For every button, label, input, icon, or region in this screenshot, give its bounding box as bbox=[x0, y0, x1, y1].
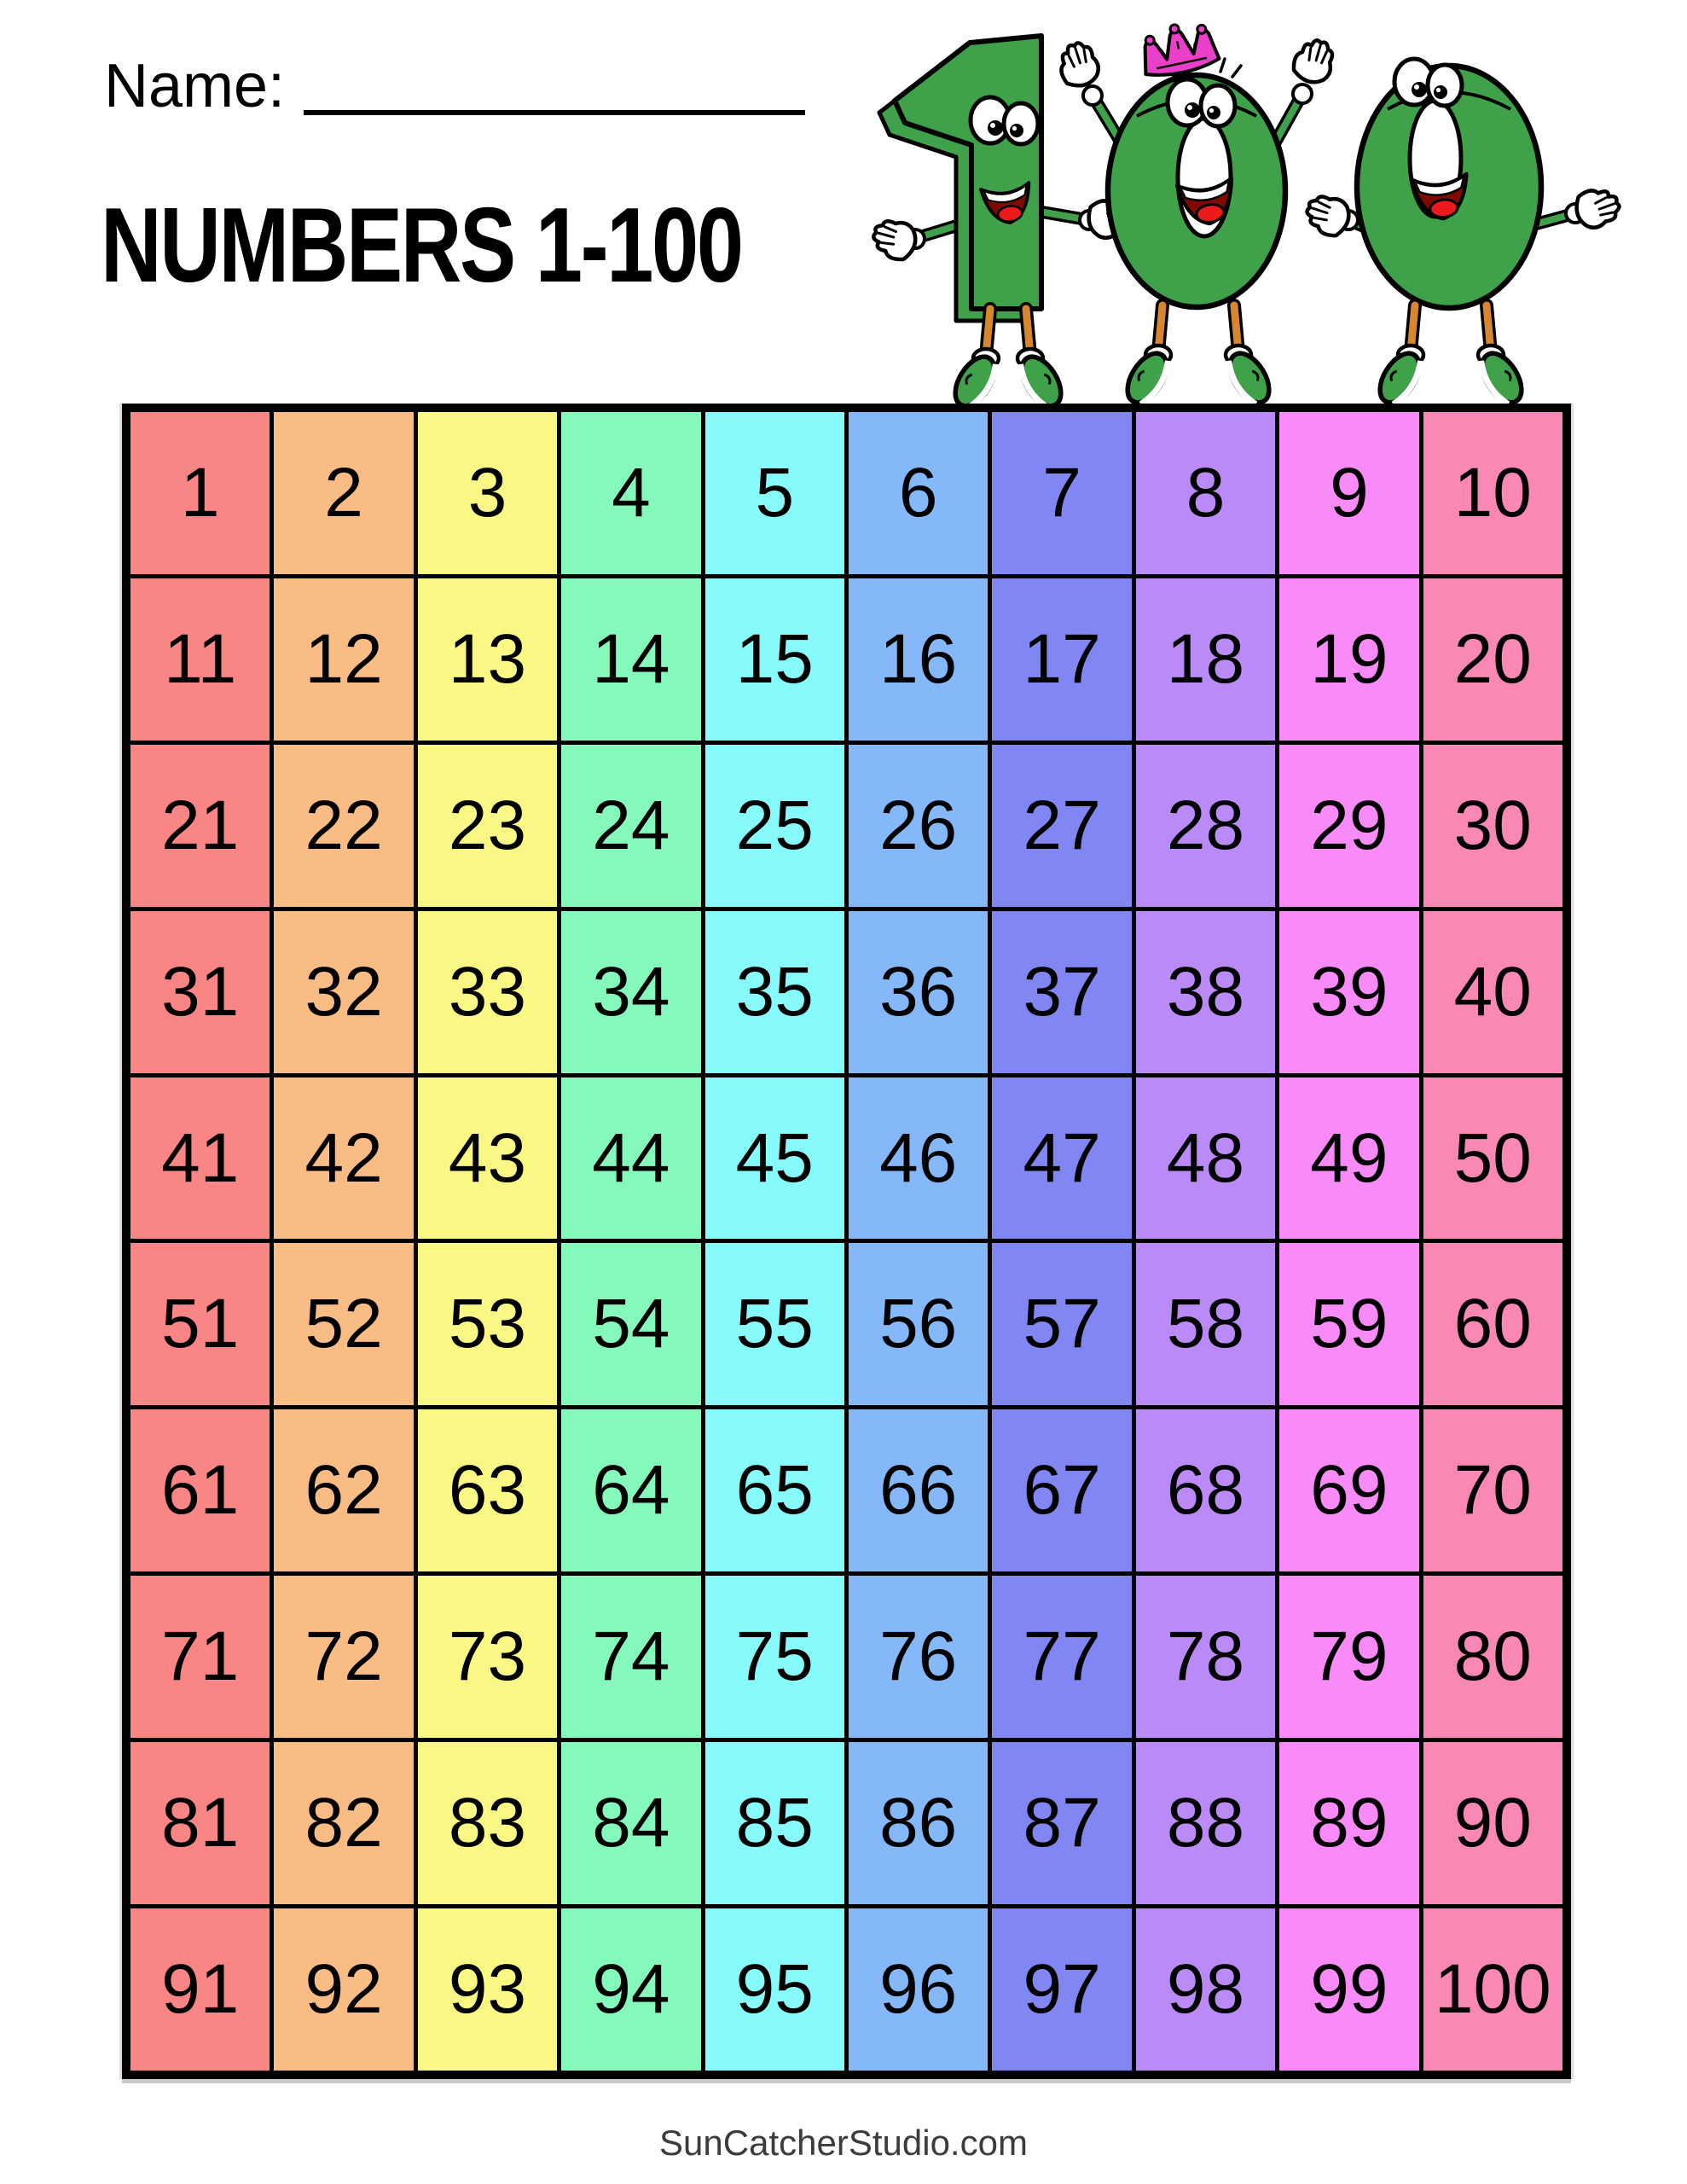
grid-cell-58: 58 bbox=[1136, 1243, 1275, 1405]
name-label: Name: bbox=[104, 52, 286, 120]
grid-cell-44: 44 bbox=[561, 1077, 700, 1240]
grid-cell-79: 79 bbox=[1279, 1576, 1418, 1738]
grid-cell-67: 67 bbox=[992, 1409, 1131, 1571]
grid-cell-68: 68 bbox=[1136, 1409, 1275, 1571]
grid-cell-75: 75 bbox=[705, 1576, 844, 1738]
grid-cell-91: 91 bbox=[130, 1908, 270, 2071]
grid-cell-100: 100 bbox=[1423, 1908, 1562, 2071]
grid-cell-13: 13 bbox=[418, 578, 557, 741]
grid-cell-65: 65 bbox=[705, 1409, 844, 1571]
grid-cell-76: 76 bbox=[849, 1576, 988, 1738]
grid-cell-94: 94 bbox=[561, 1908, 700, 2071]
grid-cell-35: 35 bbox=[705, 911, 844, 1073]
grid-cell-47: 47 bbox=[992, 1077, 1131, 1240]
name-blank-line bbox=[304, 102, 805, 115]
grid-cell-19: 19 bbox=[1279, 578, 1418, 741]
grid-cell-64: 64 bbox=[561, 1409, 700, 1571]
grid-cell-90: 90 bbox=[1423, 1742, 1562, 1904]
grid-cell-59: 59 bbox=[1279, 1243, 1418, 1405]
grid-cell-6: 6 bbox=[849, 412, 988, 574]
grid-cell-21: 21 bbox=[130, 745, 270, 907]
footer-credit: SunCatcherStudio.com bbox=[659, 2123, 1028, 2163]
grid-cell-86: 86 bbox=[849, 1742, 988, 1904]
grid-cell-52: 52 bbox=[274, 1243, 413, 1405]
grid-cell-48: 48 bbox=[1136, 1077, 1275, 1240]
hundred-chart bbox=[122, 404, 1571, 2079]
grid-cell-36: 36 bbox=[849, 911, 988, 1073]
grid-cell-41: 41 bbox=[130, 1077, 270, 1240]
grid-cell-63: 63 bbox=[418, 1409, 557, 1571]
grid-cell-82: 82 bbox=[274, 1742, 413, 1904]
grid-cell-97: 97 bbox=[992, 1908, 1131, 2071]
grid-cell-81: 81 bbox=[130, 1742, 270, 1904]
grid-cell-28: 28 bbox=[1136, 745, 1275, 907]
grid-cell-3: 3 bbox=[418, 412, 557, 574]
grid-cell-49: 49 bbox=[1279, 1077, 1418, 1240]
grid-cell-69: 69 bbox=[1279, 1409, 1418, 1571]
grid-cell-20: 20 bbox=[1423, 578, 1562, 741]
grid-cell-14: 14 bbox=[561, 578, 700, 741]
grid-cell-83: 83 bbox=[418, 1742, 557, 1904]
grid-cell-39: 39 bbox=[1279, 911, 1418, 1073]
grid-cell-87: 87 bbox=[992, 1742, 1131, 1904]
grid-cell-73: 73 bbox=[418, 1576, 557, 1738]
grid-cell-66: 66 bbox=[849, 1409, 988, 1571]
grid-cell-15: 15 bbox=[705, 578, 844, 741]
grid-cell-55: 55 bbox=[705, 1243, 844, 1405]
grid-cell-1: 1 bbox=[130, 412, 270, 574]
grid-cell-56: 56 bbox=[849, 1243, 988, 1405]
grid-cell-89: 89 bbox=[1279, 1742, 1418, 1904]
grid-cell-16: 16 bbox=[849, 578, 988, 741]
cartoon-100-mascots bbox=[866, 15, 1633, 408]
grid-cell-5: 5 bbox=[705, 412, 844, 574]
grid-cell-98: 98 bbox=[1136, 1908, 1275, 2071]
grid-cell-11: 11 bbox=[130, 578, 270, 741]
grid-cell-93: 93 bbox=[418, 1908, 557, 2071]
grid-cell-80: 80 bbox=[1423, 1576, 1562, 1738]
grid-cell-24: 24 bbox=[561, 745, 700, 907]
grid-cell-18: 18 bbox=[1136, 578, 1275, 741]
grid-cell-40: 40 bbox=[1423, 911, 1562, 1073]
name-row bbox=[104, 53, 805, 120]
grid-cell-25: 25 bbox=[705, 745, 844, 907]
grid-cell-17: 17 bbox=[992, 578, 1131, 741]
grid-cell-4: 4 bbox=[561, 412, 700, 574]
grid-cell-26: 26 bbox=[849, 745, 988, 907]
grid-cell-10: 10 bbox=[1423, 412, 1562, 574]
numeral-0 bbox=[1302, 59, 1624, 408]
grid-cell-74: 74 bbox=[561, 1576, 700, 1738]
page-title: NUMBERS 1-100 bbox=[101, 187, 742, 305]
grid-cell-77: 77 bbox=[992, 1576, 1131, 1738]
grid-cell-42: 42 bbox=[274, 1077, 413, 1240]
grid-cell-27: 27 bbox=[992, 745, 1131, 907]
grid-cell-84: 84 bbox=[561, 1742, 700, 1904]
grid-cell-54: 54 bbox=[561, 1243, 700, 1405]
grid-cell-92: 92 bbox=[274, 1908, 413, 2071]
grid-cell-23: 23 bbox=[418, 745, 557, 907]
grid-cell-46: 46 bbox=[849, 1077, 988, 1240]
grid-cell-8: 8 bbox=[1136, 412, 1275, 574]
grid-cell-22: 22 bbox=[274, 745, 413, 907]
grid-cell-60: 60 bbox=[1423, 1243, 1562, 1405]
grid-cell-2: 2 bbox=[274, 412, 413, 574]
grid-cell-95: 95 bbox=[705, 1908, 844, 2071]
grid-cell-29: 29 bbox=[1279, 745, 1418, 907]
grid-cell-85: 85 bbox=[705, 1742, 844, 1904]
grid-cell-88: 88 bbox=[1136, 1742, 1275, 1904]
grid-cell-57: 57 bbox=[992, 1243, 1131, 1405]
grid-cell-71: 71 bbox=[130, 1576, 270, 1738]
grid-cell-99: 99 bbox=[1279, 1908, 1418, 2071]
grid-cell-7: 7 bbox=[992, 412, 1131, 574]
grid-cell-30: 30 bbox=[1423, 745, 1562, 907]
grid-cell-96: 96 bbox=[849, 1908, 988, 2071]
grid-cell-9: 9 bbox=[1279, 412, 1418, 574]
grid-cell-31: 31 bbox=[130, 911, 270, 1073]
grid-cell-51: 51 bbox=[130, 1243, 270, 1405]
grid-cell-72: 72 bbox=[274, 1576, 413, 1738]
grid-cell-32: 32 bbox=[274, 911, 413, 1073]
grid-cell-38: 38 bbox=[1136, 911, 1275, 1073]
grid-cell-62: 62 bbox=[274, 1409, 413, 1571]
grid-cell-43: 43 bbox=[418, 1077, 557, 1240]
grid-cell-37: 37 bbox=[992, 911, 1131, 1073]
grid-cell-45: 45 bbox=[705, 1077, 844, 1240]
grid-cell-50: 50 bbox=[1423, 1077, 1562, 1240]
grid-cell-53: 53 bbox=[418, 1243, 557, 1405]
grid-cell-12: 12 bbox=[274, 578, 413, 741]
grid-cell-61: 61 bbox=[130, 1409, 270, 1571]
grid-cell-70: 70 bbox=[1423, 1409, 1562, 1571]
grid-cell-33: 33 bbox=[418, 911, 557, 1073]
grid-cell-34: 34 bbox=[561, 911, 700, 1073]
grid-cell-78: 78 bbox=[1136, 1576, 1275, 1738]
